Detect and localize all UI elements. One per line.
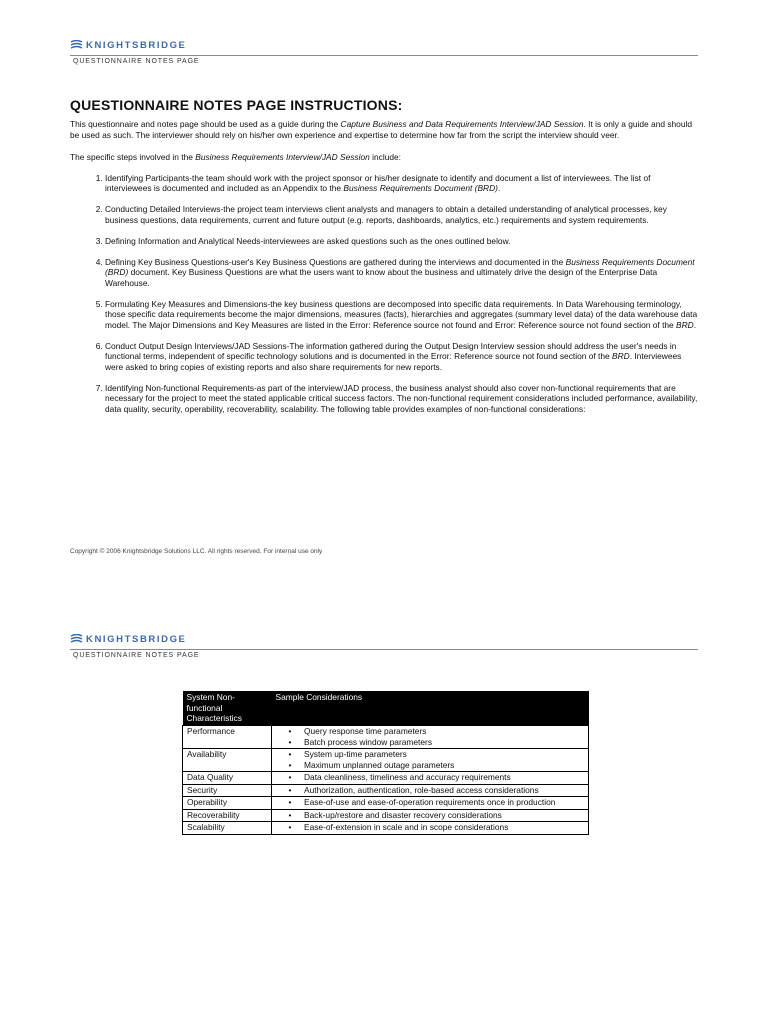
- characteristic-cell: Data Quality: [183, 772, 272, 785]
- consideration-text: Query response time parameters: [304, 726, 427, 736]
- consideration-item: [276, 772, 584, 783]
- bullet-icon: •: [288, 797, 292, 807]
- table-row: [183, 822, 589, 835]
- bullet-icon: •: [288, 736, 292, 747]
- column-header: Sample Considerations: [272, 691, 589, 726]
- characteristic-cell: Operability: [183, 797, 272, 810]
- step-item: 3. Defining Information and Analytical Needs-interviewees are asked questions such as the ones outlined below.: [105, 236, 698, 247]
- table-row: [183, 809, 589, 822]
- intro-paragraph-2: [70, 152, 698, 163]
- consideration-text: Data cleanliness, timeliness and accuracy requirements: [304, 772, 511, 782]
- bullet-icon: •: [288, 809, 292, 820]
- considerations-cell: [272, 749, 589, 772]
- step-item: 2. Conducting Detailed Interviews-the project team interviews client analysts and managers to obtain a detailed understanding of analytical processes, key business questions, data requirements, current and future output (e.g. reports, dashboards, analytics, etc.) requirements and system requirements.: [105, 204, 698, 225]
- step-item: 6. Conduct Output Design Interviews/JAD Sessions-The information gathered during the Output Design Interview session should address the user's needs in functional terms, independent of specific technology solutions and is documented in the Error: Reference source not found section of the BRD. Interviewees were asked to bring copies of existing reports and also share requirements for new reports.: [105, 341, 698, 373]
- intro-text: include:: [369, 152, 401, 162]
- intro-text: . It is only a guide and should be used as such. The interviewer should rely on his/her own experience and expertise to determine how far from the script the interview should veer.: [70, 119, 693, 140]
- consideration-text: Batch process window parameters: [304, 736, 433, 747]
- intro-emphasis: Business Requirements Interview/JAD Session: [195, 152, 370, 162]
- page-header-label: QUESTIONNAIRE NOTES PAGE: [73, 58, 200, 65]
- instructions-section: [70, 97, 698, 425]
- considerations-cell: [272, 797, 589, 810]
- considerations-cell: [272, 784, 589, 797]
- considerations-cell: [272, 822, 589, 835]
- consideration-item: [276, 797, 584, 808]
- consideration-text: System up-time parameters: [304, 749, 407, 759]
- considerations-cell: [272, 772, 589, 785]
- page-header-label: QUESTIONNAIRE NOTES PAGE: [73, 652, 200, 659]
- intro-emphasis: Capture Business and Data Requirements Interview/JAD Session: [340, 119, 584, 129]
- nonfunctional-table: [182, 691, 589, 835]
- consideration-text: Authorization, authentication, role-based access considerations: [304, 784, 539, 795]
- characteristic-cell: Recoverability: [183, 809, 272, 822]
- characteristic-cell: Performance: [183, 726, 272, 749]
- bullet-icon: •: [288, 822, 292, 832]
- bullet-icon: •: [288, 784, 292, 795]
- table-header-row: [183, 691, 589, 726]
- table-row: [183, 784, 589, 797]
- table-body: [183, 726, 589, 835]
- consideration-text: Ease-of-extension in scale and in scope considerations: [304, 822, 509, 832]
- consideration-item: [276, 822, 584, 833]
- intro-text: The specific steps involved in the: [70, 152, 196, 162]
- consideration-text: Maximum unplanned outage parameters: [304, 759, 455, 770]
- steps-list: [70, 173, 698, 415]
- page-header-2: [70, 632, 698, 659]
- considerations-cell: [272, 809, 589, 822]
- nonfunctional-table-container: [182, 691, 589, 835]
- table-row: [183, 797, 589, 810]
- consideration-item: [276, 785, 584, 796]
- considerations-cell: [272, 726, 589, 749]
- header-divider: [70, 649, 698, 650]
- page-title: QUESTIONNAIRE NOTES PAGE INSTRUCTIONS:: [70, 97, 403, 113]
- brand-name: KNIGHTSBRIDGE: [86, 633, 187, 645]
- step-item: 7. Identifying Non-functional Requirements-as part of the interview/JAD process, the business analyst should also cover non-functional requirements that are necessary for the project to meet the stated applicable critical success factors. The non-functional requirement considerations included performance, availability, data quality, security, operability, recoverability, scalability. The following table provides examples of non-functional considerations:: [105, 383, 698, 415]
- consideration-item: [276, 749, 584, 760]
- step-item: 1. Identifying Participants-the team should work with the project sponsor or his/her designate to identify and document a list of interviewees. The list of interviewees is documented and included as an Appendix to the Business Requirements Document (BRD).: [105, 173, 698, 194]
- characteristic-cell: Security: [183, 784, 272, 797]
- characteristic-cell: Availability: [183, 749, 272, 772]
- knightsbridge-logo-icon: [70, 634, 83, 644]
- characteristic-cell: Scalability: [183, 822, 272, 835]
- intro-paragraph-1: [70, 119, 698, 140]
- table-row: [183, 749, 589, 772]
- consideration-text: Ease-of-use and ease-of-operation requirements once in production: [304, 797, 556, 807]
- header-divider: [70, 55, 698, 56]
- table-row: [183, 726, 589, 749]
- brand-logo: [70, 38, 698, 52]
- consideration-item: [276, 810, 584, 821]
- consideration-item: [276, 760, 584, 771]
- column-header: System Non-functional Characteristics: [183, 691, 272, 726]
- step-item: 4. Defining Key Business Questions-user's Key Business Questions are gathered during the interviews and documented in the Business Requirements Document (BRD) document. Key Business Questions are what the users want to know about the business and ultimately drive the design of the Enterprise Data Warehouse.: [105, 257, 698, 289]
- page-header-1: [70, 38, 698, 65]
- table-row: [183, 772, 589, 785]
- bullet-icon: •: [288, 726, 292, 736]
- knightsbridge-logo-icon: [70, 40, 83, 50]
- intro-text: This questionnaire and notes page should be used as a guide during the: [70, 119, 341, 129]
- step-item: 5. Formulating Key Measures and Dimensions-the key business questions are decomposed into specific data requirements. In Data Warehousing terminology, those specific data requirements become the major dimensions, measures (facts), hierarchies and aggregates (summary level data) of the data warehouse data model. The Major Dimensions and Key Measures are listed in the Error: Reference source not found and Error: Reference source not found section of the BRD.: [105, 299, 698, 331]
- consideration-item: [276, 737, 584, 748]
- bullet-icon: •: [288, 772, 292, 782]
- brand-name: KNIGHTSBRIDGE: [86, 39, 187, 51]
- consideration-text: Back-up/restore and disaster recovery considerations: [304, 809, 502, 820]
- bullet-icon: •: [288, 749, 292, 759]
- copyright-notice: Copyright © 2006 Knightsbridge Solutions LLC. All rights reserved. For internal use only: [70, 548, 323, 555]
- consideration-item: [276, 726, 584, 737]
- brand-logo: [70, 632, 698, 646]
- bullet-icon: •: [288, 759, 292, 770]
